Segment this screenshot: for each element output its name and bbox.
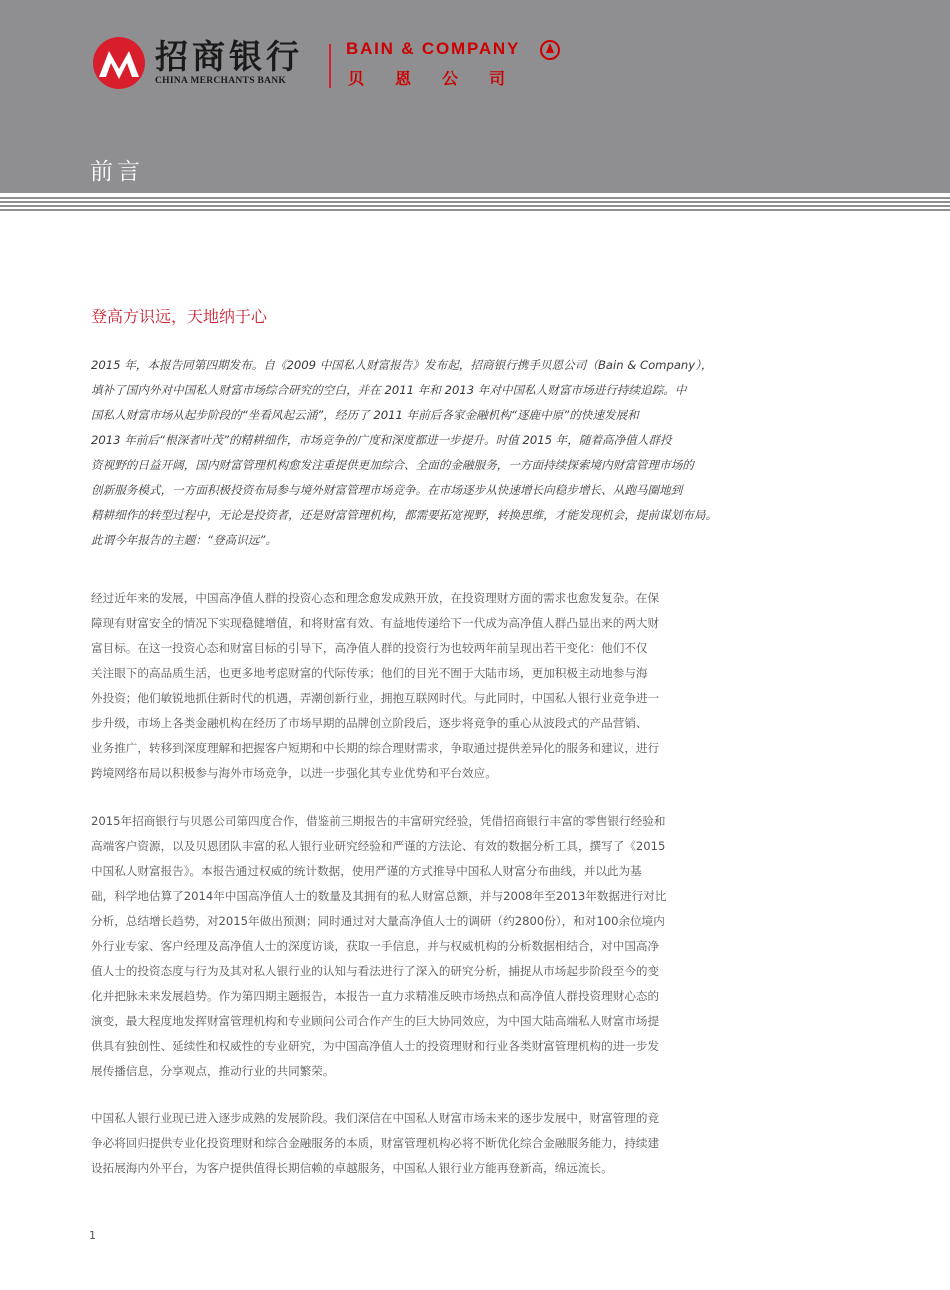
paragraph-line: 精耕细作的转型过程中，无论是投资者，还是财富管理机构，都需要拓宽视野，转换思维，才能发现机会，提前谋划布局。 <box>91 508 718 522</box>
bain-compass-mark-icon <box>539 39 561 61</box>
cmb-name-cn: 招商银行 <box>155 37 303 76</box>
paragraph-line: 高端客户资源，以及贝恩团队丰富的私人银行业研究经验和严谨的方法论、有效的数据分析工具，撰写了《2015 <box>91 839 666 853</box>
cmb-logo <box>92 36 332 92</box>
paragraph-line: 业务推广，转移到深度理解和把握客户短期和中长期的综合理财需求，争取通过提供差异化的服务和建议，进行 <box>91 741 660 755</box>
paragraph-line: 中国私人银行业现已进入逐步成熟的发展阶段。我们深信在中国私人财富市场未来的逐步发展中，财富管理的竞 <box>91 1111 660 1125</box>
body-paragraph <box>91 1106 921 1181</box>
paragraph-line: 展传播信息，分享观点，推动行业的共同繁荣。 <box>91 1064 335 1078</box>
cmb-name-en: CHINA MERCHANTS BANK <box>155 76 287 86</box>
paragraph-line: 中国私人财富报告》。本报告通过权威的统计数据，使用严谨的方式推导中国私人财富分布曲线，并以此为基 <box>91 864 642 878</box>
paragraph-line: 创新服务模式，一方面积极投资布局参与境外财富管理市场竞争。在市场逐步从快速增长向稳步增长、从跑马圈地到 <box>91 483 683 497</box>
paragraph-line: 分析，总结增长趋势，对2015年做出预测；同时通过对大量高净值人士的调研（约2800份），和对100余位境内 <box>91 914 665 928</box>
paragraph-line: 资视野的日益开阔，国内财富管理机构愈发注重提供更加综合、全面的金融服务，一方面持续探索境内财富管理市场的 <box>91 458 694 472</box>
page-header <box>0 0 950 193</box>
paragraph-line: 2015年招商银行与贝恩公司第四度合作，借鉴前三期报告的丰富研究经验，凭借招商银行丰富的零售银行经验和 <box>91 814 666 828</box>
paragraph-line: 2013 年前后“根深者叶茂”的精耕细作，市场竞争的广度和深度都进一步提升。时值 2015 年，随着高净值人群投 <box>91 433 672 447</box>
bain-logo <box>346 38 586 94</box>
page-heading: 登高方识远，天地纳于心 <box>91 307 268 326</box>
body-paragraph <box>91 586 921 786</box>
paragraph-line: 步升级，市场上各类金融机构在经历了市场早期的品牌创立阶段后，逐步将竞争的重心从波段式的产品营销、 <box>91 716 648 730</box>
paragraph-line: 值人士的投资态度与行为及其对私人银行业的认知与看法进行了深入的研究分析，捕捉从市场起步阶段至今的变 <box>91 964 660 978</box>
paragraph-line: 国私人财富市场从起步阶段的“坐看风起云涌”，经历了 2011 年前后各家金融机构“逐鹿中原”的快速发展和 <box>91 408 639 422</box>
bain-name-en: BAIN & COMPANY <box>346 39 521 58</box>
paragraph-line: 填补了国内外对中国私人财富市场综合研究的空白，并在 2011 年和 2013 年对中国私人财富市场进行持续追踪。中 <box>91 383 687 397</box>
header-rule-lines <box>0 193 950 213</box>
paragraph-line: 争必将回归提供专业化投资理财和综合金融服务的本质，财富管理机构必将不断优化综合金融服务能力，持续建 <box>91 1136 660 1150</box>
paragraph-line: 外行业专家、客户经理及高净值人士的深度访谈，获取一手信息，并与权威机构的分析数据相结合，对中国高净 <box>91 939 660 953</box>
paragraph-line: 化并把脉未来发展趋势。作为第四期主题报告，本报告一直力求精准反映市场热点和高净值人群投资理财心态的 <box>91 989 660 1003</box>
bain-name-cn: 贝恩公司 <box>348 69 537 88</box>
intro-paragraph <box>91 353 921 553</box>
logo-divider <box>329 44 331 88</box>
paragraph-line: 演变，最大程度地发挥财富管理机构和专业顾问公司合作产生的巨大协同效应，为中国大陆高端私人财富市场提 <box>91 1014 660 1028</box>
page-number: 1 <box>89 1229 96 1242</box>
paragraph-line: 外投资；他们敏锐地抓住新时代的机遇，弄潮创新行业，拥抱互联网时代。与此同时，中国私人银行业竞争进一 <box>91 691 660 705</box>
paragraph-line: 关注眼下的高品质生活，也更多地考虑财富的代际传承；他们的目光不囿于大陆市场，更加积极主动地参与海 <box>91 666 648 680</box>
paragraph-line: 富目标。在这一投资心态和财富目标的引导下，高净值人群的投资行为也较两年前呈现出若干变化：他们不仅 <box>91 641 648 655</box>
paragraph-line: 此谓今年报告的主题：“登高识远”。 <box>91 533 277 547</box>
paragraph-line: 础，科学地估算了2014年中国高净值人士的数量及其拥有的私人财富总额，并与2008年至2013年数据进行对比 <box>91 889 667 903</box>
section-title: 前言 <box>90 159 144 185</box>
paragraph-line: 供具有独创性、延续性和权威性的专业研究，为中国高净值人士的投资理财和行业各类财富管理机构的进一步发 <box>91 1039 660 1053</box>
cmb-logo-mark-icon <box>92 36 146 90</box>
paragraph-line: 设拓展海内外平台，为客户提供值得长期信赖的卓越服务，中国私人银行业方能再登新高，绵远流长。 <box>91 1161 613 1175</box>
paragraph-line: 经过近年来的发展，中国高净值人群的投资心态和理念愈发成熟开放，在投资理财方面的需求也愈发复杂。在保 <box>91 591 660 605</box>
paragraph-line: 跨境网络布局以积极参与海外市场竞争，以进一步强化其专业优势和平台效应。 <box>91 766 497 780</box>
paragraph-line: 2015 年，本报告同第四期发布。自《2009 中国私人财富报告》发布起，招商银行携手贝恩公司（Bain & Company）， <box>91 358 713 372</box>
paragraph-line: 障现有财富安全的情况下实现稳健增值，和将财富有效、有益地传递给下一代成为高净值人群凸显出来的两大财 <box>91 616 660 630</box>
body-paragraph <box>91 809 921 1084</box>
